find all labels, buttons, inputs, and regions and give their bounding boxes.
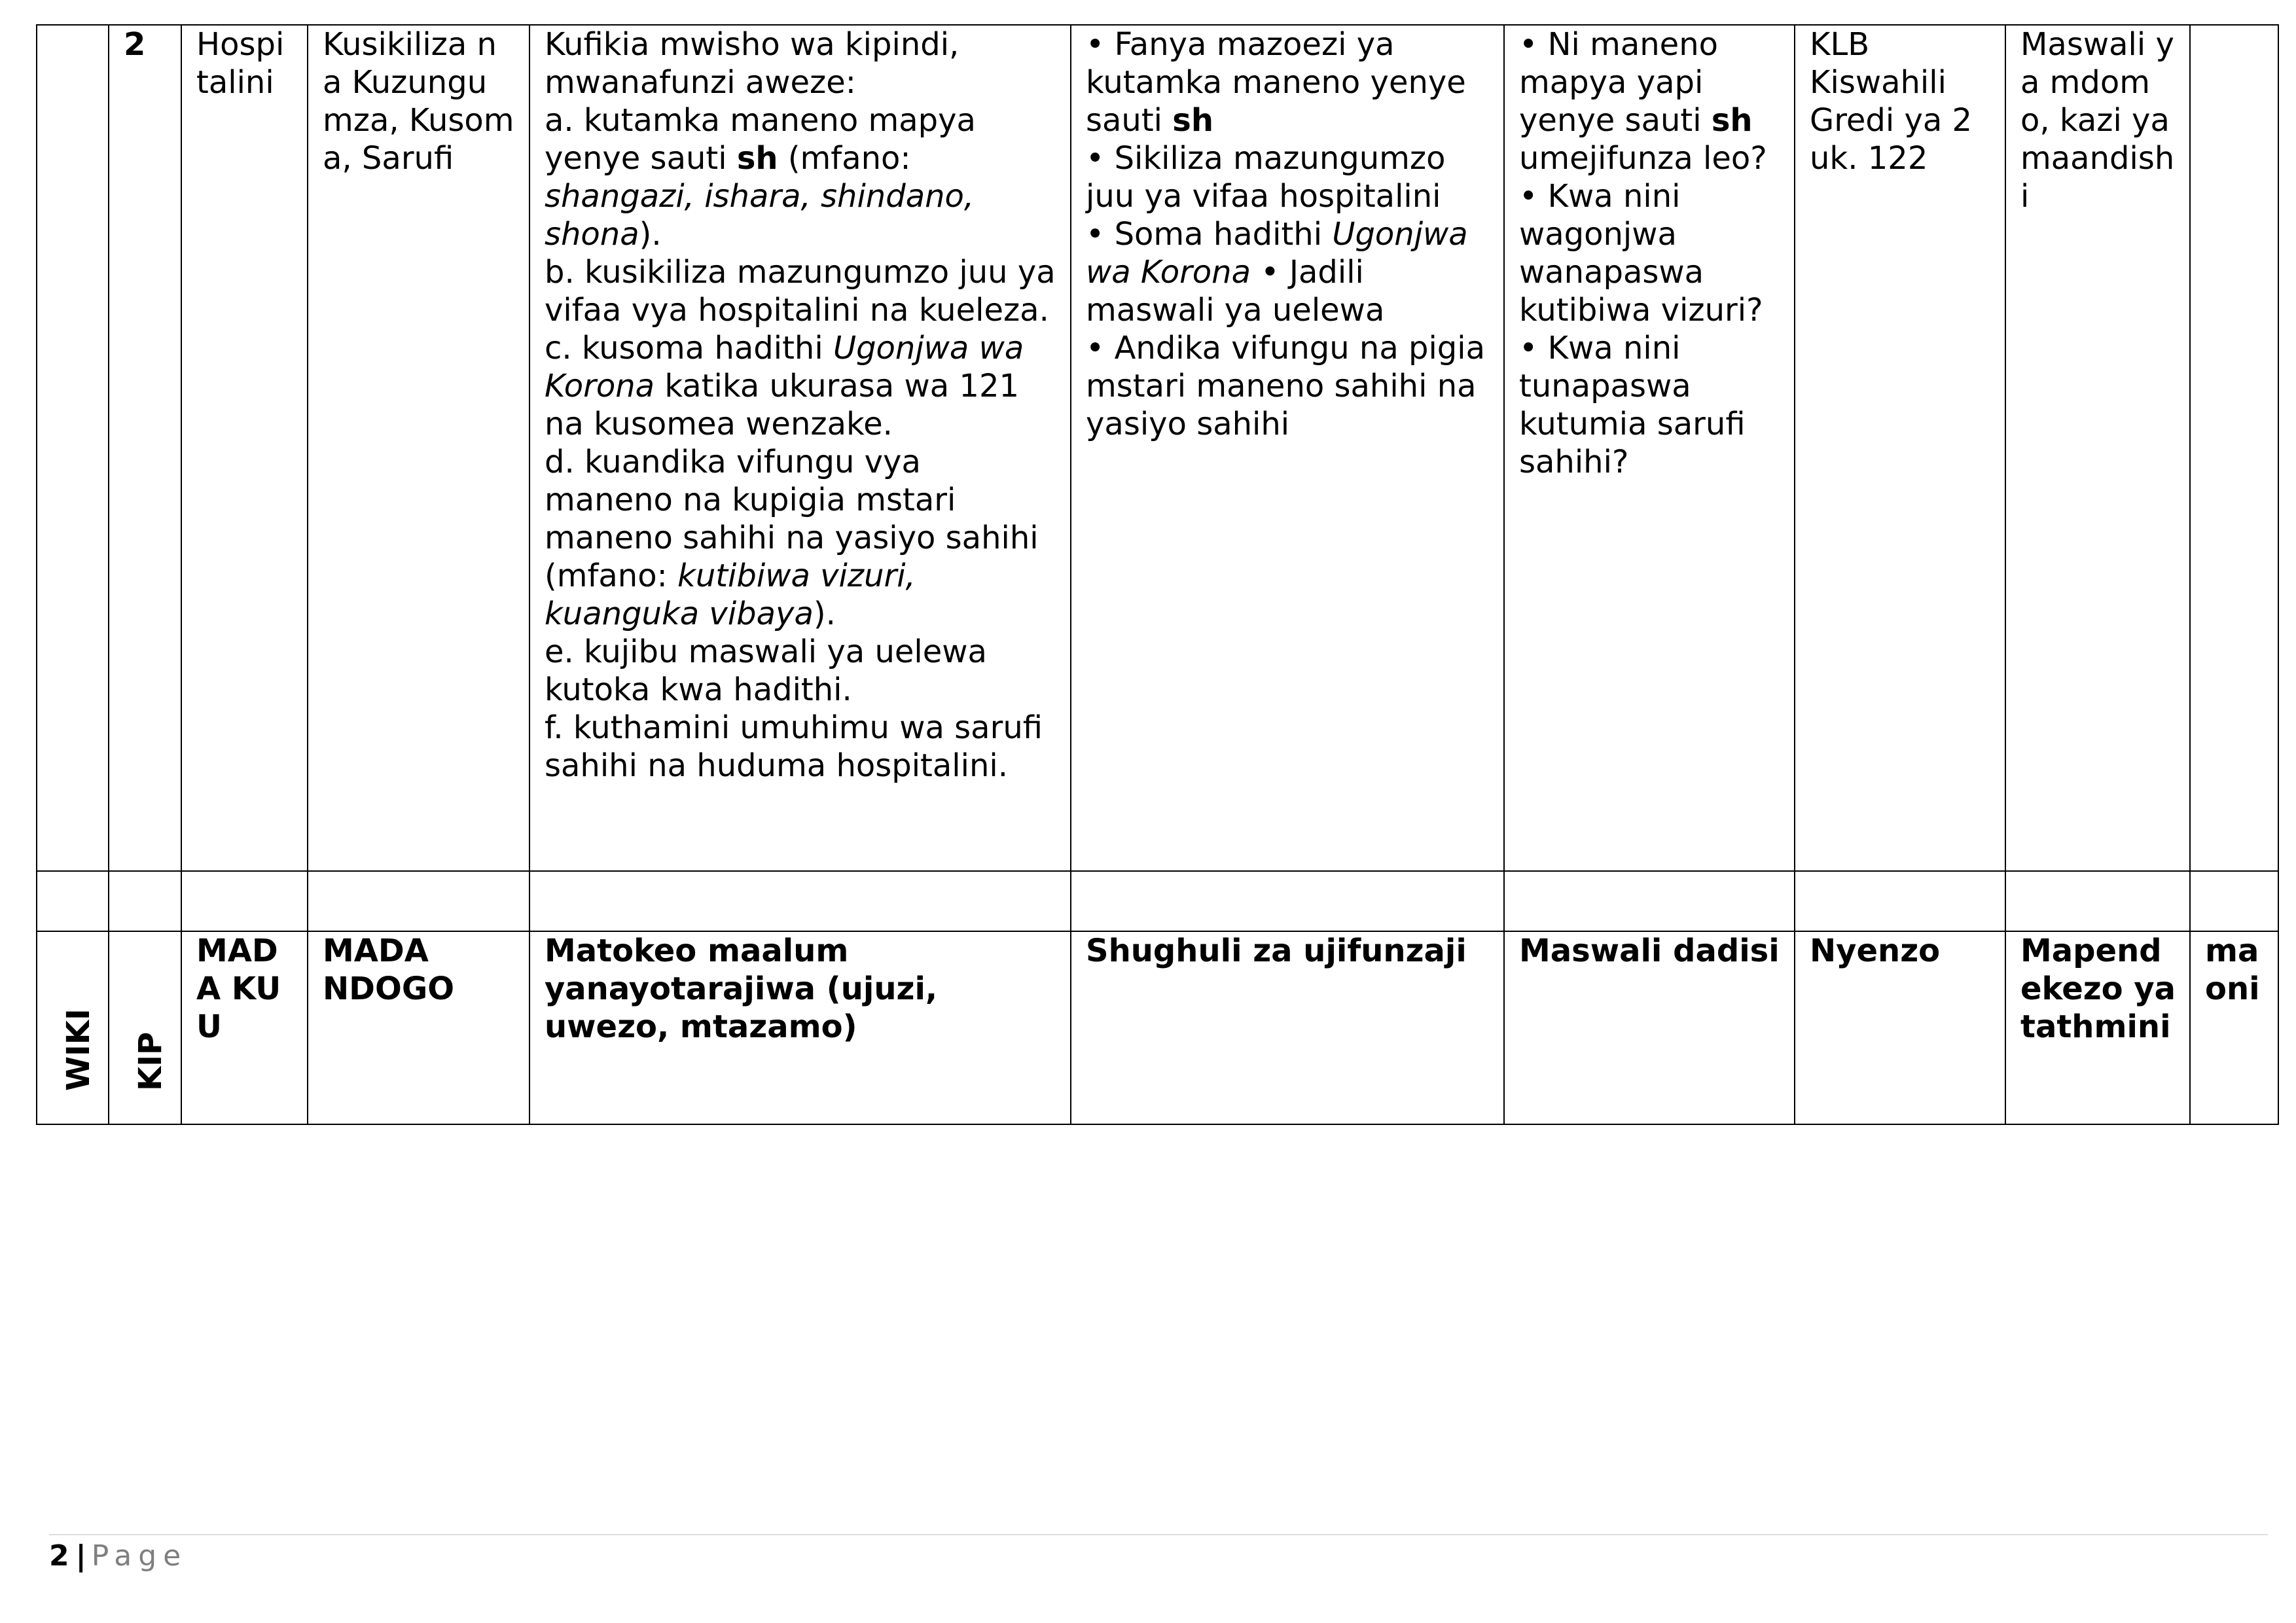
header-maoni: maoni: [2190, 931, 2278, 1124]
header-mada-ndogo: MADA NDOGO: [308, 931, 529, 1124]
empty-cell: [308, 871, 529, 931]
header-wiki-cell: [37, 931, 109, 1124]
empty-cell: [1071, 871, 1504, 931]
matokeo-item-d: d. kuandika vifungu vya maneno na kupigia mstari maneno sahihi na yasiyo sahihi (mfano: kutibiwa vizuri, kuanguka vibaya).: [545, 444, 1039, 632]
page-footer: [49, 1538, 187, 1575]
matokeo-cell: [529, 25, 1071, 871]
maswali-item-3: • Kwa nini tunapaswa kutumia sarufi sahihi?: [1519, 330, 1746, 480]
header-kip: KIP: [132, 1031, 169, 1091]
mada-ndogo-cell: Kusikiliza na Kuzungumza, Kusoma, Sarufi: [308, 25, 529, 871]
header-tathmini: Mapendekezo ya tathmini: [2005, 931, 2190, 1124]
matokeo-item-f: f. kuthamini umuhimu wa sarufi sahihi na huduma hospitalini.: [545, 709, 1043, 784]
matokeo-item-e: e. kujibu maswali ya uelewa kutoka kwa hadithi.: [545, 633, 987, 708]
header-nyenzo: Nyenzo: [1795, 931, 2005, 1124]
empty-cell: [1795, 871, 2005, 931]
matokeo-item-b: b. kusikiliza mazungumzo juu ya vifaa vya hospitalini na kueleza.: [545, 254, 1056, 329]
table-row: [37, 25, 2278, 871]
kip-cell: 2: [109, 25, 181, 871]
tathmini-cell: Maswali ya mdomo, kazi ya maandishi: [2005, 25, 2190, 871]
empty-cell: [1504, 871, 1795, 931]
header-matokeo: Matokeo maalum yanayotarajiwa (ujuzi, uwezo, mtazamo): [529, 931, 1071, 1124]
table-row-empty: [37, 871, 2278, 931]
empty-cell: [109, 871, 181, 931]
matokeo-item-c: c. kusoma hadithi Ugonjwa wa Korona katika ukurasa wa 121 na kusomea wenzake.: [545, 330, 1024, 442]
shughuli-item-2: • Sikiliza mazungumzo juu ya vifaa hospitalini: [1086, 140, 1446, 215]
header-wiki: WIKI: [60, 1008, 97, 1091]
mada-kuu-cell: Hospitalini: [181, 25, 308, 871]
maoni-cell: [2190, 25, 2278, 871]
empty-cell: [181, 871, 308, 931]
maswali-item-2: • Kwa nini wagonjwa wanapaswa kutibiwa vizuri?: [1519, 178, 1763, 329]
footer-divider: [49, 1534, 2268, 1535]
matokeo-intro: Kufikia mwisho wa kipindi, mwanafunzi aweze:: [545, 26, 960, 101]
header-mada-kuu: MADA KUU: [181, 931, 308, 1124]
nyenzo-cell: KLB Kiswahili Gredi ya 2 uk. 122: [1795, 25, 2005, 871]
page-number: 2: [49, 1539, 69, 1573]
empty-cell: [529, 871, 1071, 931]
empty-cell: [2005, 871, 2190, 931]
table-header-row: [37, 931, 2278, 1124]
maswali-cell: [1504, 25, 1795, 871]
header-maswali: Maswali dadisi: [1504, 931, 1795, 1124]
page-label: Page: [91, 1539, 188, 1573]
header-shughuli: Shughuli za ujifunzaji: [1071, 931, 1504, 1124]
footer-separator: |: [75, 1539, 86, 1573]
wiki-cell: [37, 25, 109, 871]
maswali-item-1: • Ni maneno mapya yapi yenye sauti sh umejifunza leo?: [1519, 26, 1767, 177]
shughuli-item-4: • Andika vifungu na pigia mstari maneno sahihi na yasiyo sahihi: [1086, 330, 1486, 442]
header-kip-cell: [109, 931, 181, 1124]
scheme-of-work-table: [36, 24, 2279, 1125]
matokeo-item-a: a. kutamka maneno mapya yenye sauti sh (mfano: shangazi, ishara, shindano, shona).: [545, 102, 976, 253]
shughuli-item-3: • Soma hadithi Ugonjwa wa Korona • Jadili maswali ya uelewa: [1086, 216, 1468, 329]
shughuli-item-1: • Fanya mazoezi ya kutamka maneno yenye sauti sh: [1086, 26, 1466, 139]
shughuli-cell: [1071, 25, 1504, 871]
empty-cell: [2190, 871, 2278, 931]
empty-cell: [37, 871, 109, 931]
